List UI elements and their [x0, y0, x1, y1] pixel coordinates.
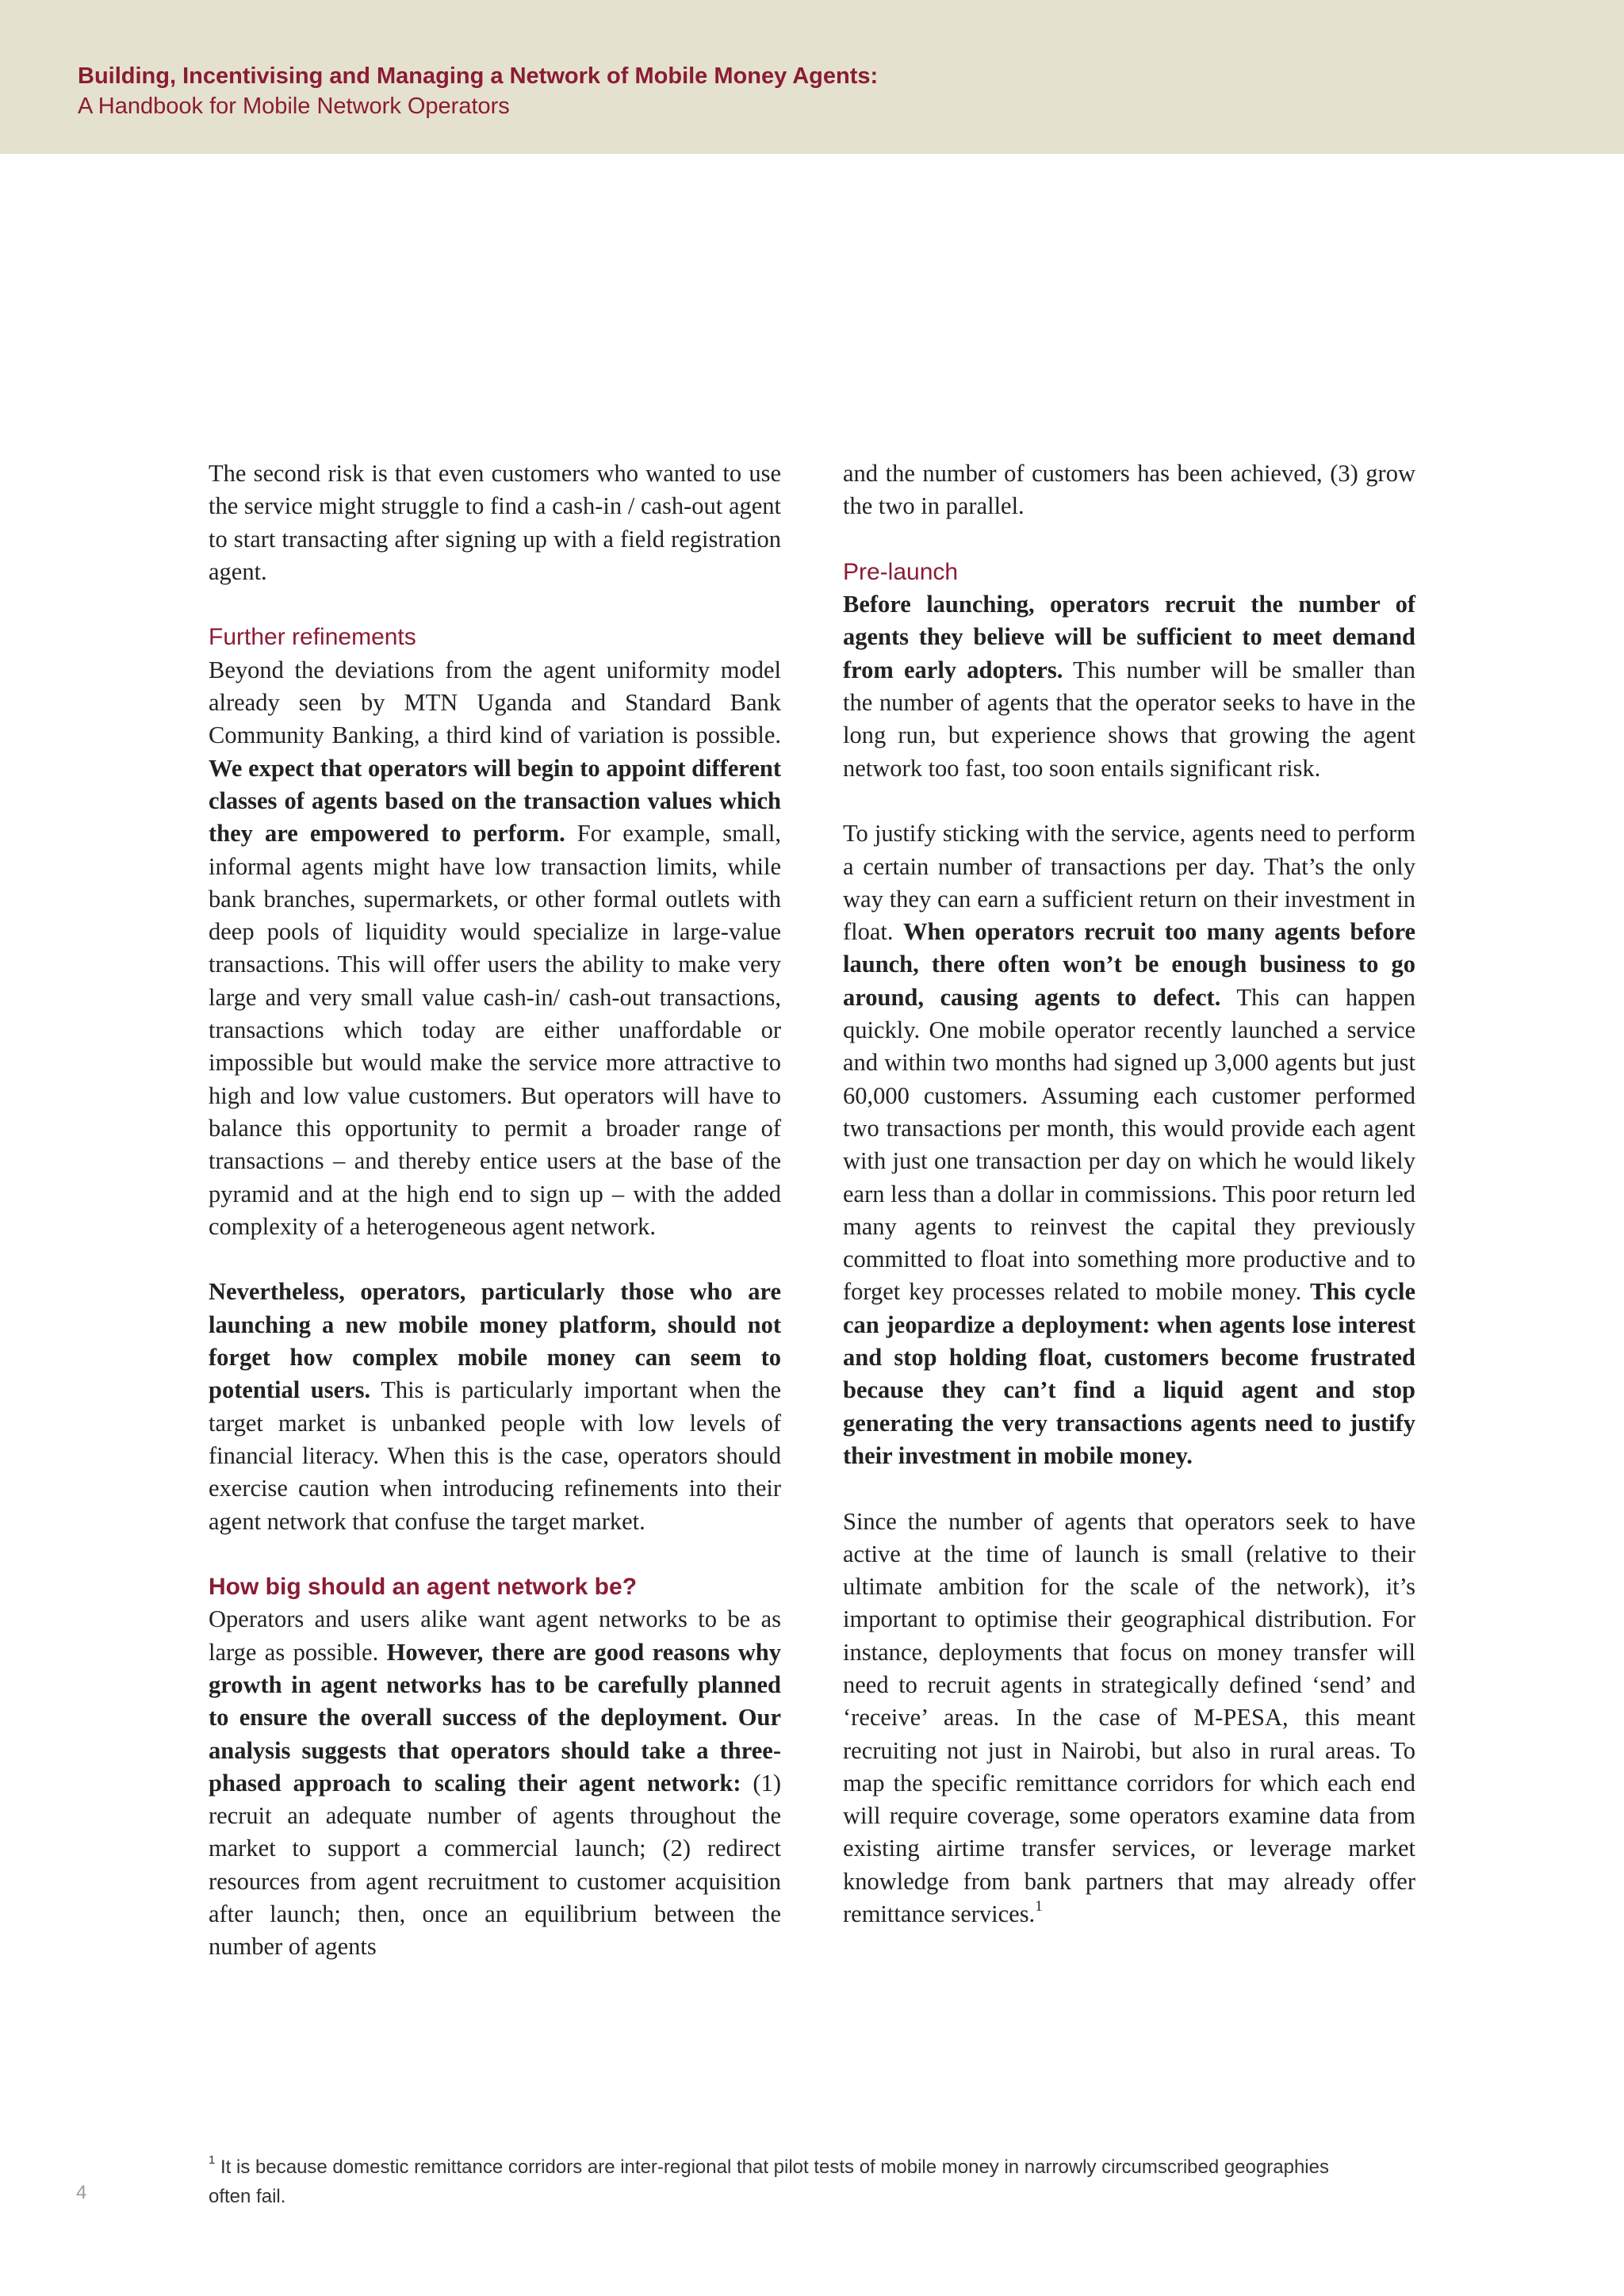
right-column [843, 457, 1415, 1931]
intro-paragraph: The second risk is that even customers who wanted to use the service might struggle to find a cash-in / cash-out agent to start transacting after signing up with a field registration agent. [209, 460, 781, 585]
further-refinements-heading: Further refinements [209, 624, 416, 651]
header-band [0, 0, 1624, 154]
how-big-paragraph: Operators and users alike want agent networks to be as large as possible. However, there are good reasons why growth in agent networks has to be carefully planned to ensure the overall success of the deployment. Our analysis suggests that operators should take a three-phased approach to scaling their agent network: (1) recruit an adequate number of agents throughout the market to support a commercial launch; (2) redirect resources from agent recruitment to customer acquisition after launch; then, once an equilibrium between the number of agents [209, 1605, 781, 1961]
left-column [209, 457, 781, 1964]
header-subtitle: A Handbook for Mobile Network Operators [78, 94, 510, 119]
pre-launch-paragraph: Before launching, operators recruit the number of agents they believe will be sufficient to meet demand from early adopters. This number will be smaller than the number of agents that the operator seeks to have in the long run, but experience shows that growing the agent network too fast, too soon entails significant risk. [843, 591, 1415, 782]
footnote-marker: 1 [209, 2153, 216, 2167]
footnote-text: It is because domestic remittance corridors are inter-regional that pilot tests of mobile money in narrowly circumscribed geographies often fail. [209, 2156, 1329, 2207]
pre-launch-heading: Pre-launch [843, 558, 959, 585]
footnote-reference[interactable]: 1 [1035, 1898, 1043, 1915]
continuation-paragraph: and the number of customers has been achieved, (3) grow the two in parallel. [843, 460, 1415, 520]
since-paragraph: Since the number of agents that operators seek to have active at the time of launch is small (relative to their ultimate ambition for the scale of the network), it’s important to optimise their geographical distribution. For instance, deployments that focus on money transfer will need to recruit agents in strategically defined ‘send’ and ‘receive’ areas. In the case of M-PESA, this meant recruiting not just in Nairobi, but also in rural areas. To map the specific remittance corridors for which each end will require coverage, some operators examine data from existing airtime transfer services, or leverage market knowledge from bank partners that may already offer remittance services.$^1$ [843, 1507, 1415, 1928]
footnote [209, 2152, 1366, 2211]
justify-paragraph: To justify sticking with the service, agents need to perform a certain number of transactions per day. That’s the only way they can earn a sufficient return on their investment in float. When operators recruit too many agents before launch, there often won’t be enough business to go around, causing agents to defect. This can happen quickly. One mobile operator recently launched a service and within two months had signed up 3,000 agents but just 60,000 customers. Assuming each customer performed two transactions per month, this would provide each agent with just one transaction per day on which he would likely earn less than a dollar in commissions. This poor return led many agents to reinvest the capital they previously committed to float into something more productive and to forget key processes related to mobile money. This cycle can jeopardize a deployment: when agents lose interest and stop holding float, customers become frustrated because they can’t find a liquid agent and stop generating the very transactions agents need to justify their investment in mobile money. [843, 820, 1415, 1469]
further-paragraph-1: Beyond the deviations from the agent uniformity model already seen by MTN Uganda and Standard Bank Community Banking, a third kind of variation is possible. We expect that operators will begin to appoint different classes of agents based on the transaction values which they are empowered to perform. For example, small, informal agents might have low transaction limits, while bank branches, supermarkets, or other formal outlets with deep pools of liquidity would specialize in large-value transactions. This will offer users the ability to make very large and very small value cash-in/ cash-out transactions, transactions which today are either unaffordable or impossible but would make the service more attractive to high and low value customers. But operators will have to balance this opportunity to permit a broader range of transactions – and thereby entice users at the base of the pyramid and at the high end to sign up – with the added complexity of a heterogeneous agent network. [209, 656, 781, 1240]
further-paragraph-2: Nevertheless, operators, particularly those who are launching a new mobile money platform, should not forget how complex mobile money can seem to potential users. This is particularly important when the target market is unbanked people with low levels of financial literacy. When this is the case, operators should exercise caution when introducing refinements into their agent network that confuse the target market. [209, 1278, 781, 1535]
how-big-heading: How big should an agent network be? [209, 1574, 638, 1601]
header-title: Building, Incentivising and Managing a Network of Mobile Money Agents: [78, 63, 879, 89]
page-number: 4 [76, 2182, 87, 2203]
